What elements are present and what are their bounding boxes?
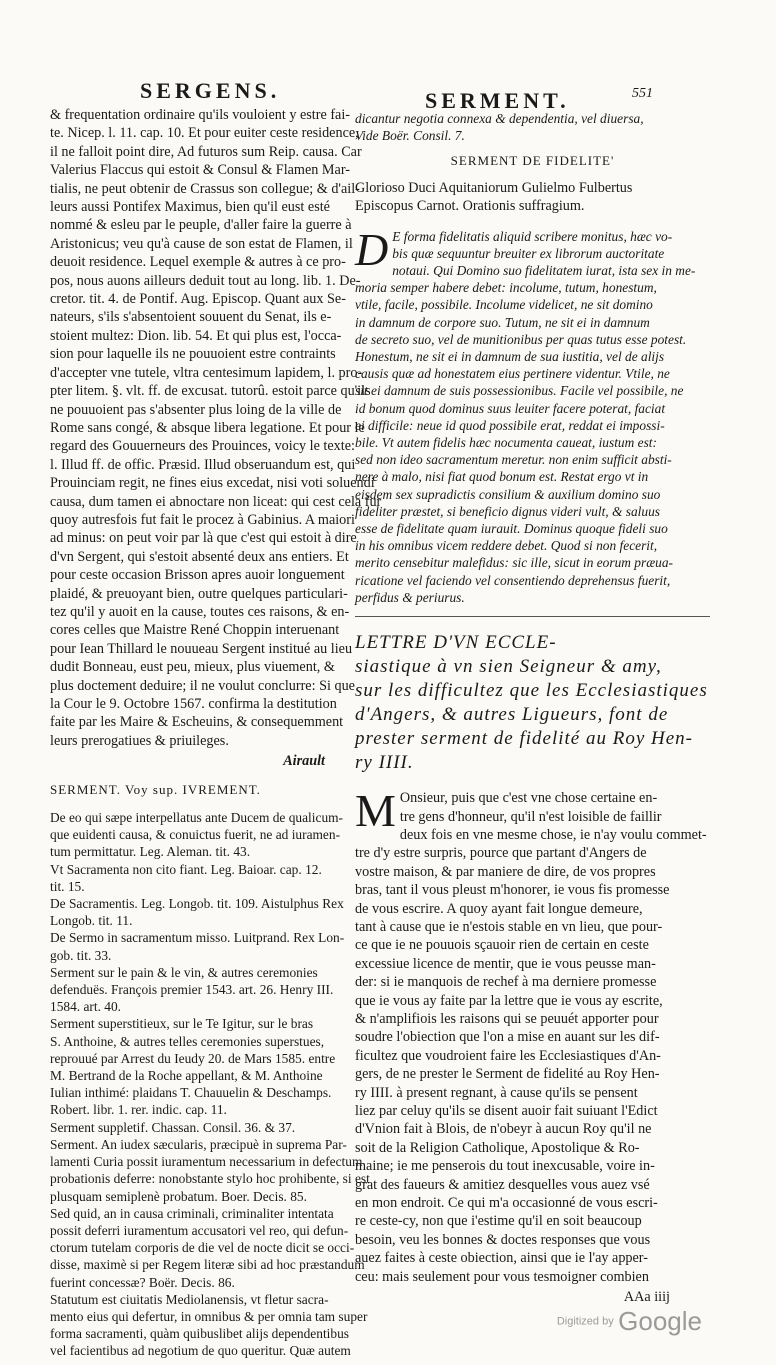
right-column bbox=[355, 110, 710, 1306]
text-line: stoient multez: Dion. lib. 54. Et qui plus est, l'occa- bbox=[50, 327, 342, 344]
section-heading-serment: SERMENT. Voy sup. IVREMENT. bbox=[50, 781, 261, 797]
text-line: plus doctement deduire; il ne voulut conclurre: Si que bbox=[50, 677, 355, 694]
text-line: la Cour le 9. Octobre 1567. confirma la destitution bbox=[50, 696, 337, 712]
letter-line: vostre maison, & par maniere de dire, de vos propres bbox=[355, 863, 656, 880]
left-running-head: SERGENS. bbox=[140, 78, 281, 103]
latin-line: notaui. Qui Domino suo fidelitatem iurat, ista sex in me- bbox=[392, 263, 696, 279]
title-line: ry IIII. bbox=[355, 752, 414, 774]
citation-line: Serment suppletif. Chassan. Consil. 36. & 37. bbox=[50, 1119, 296, 1135]
text-line: d'vn Sergent, qui s'estoit absenté deux ans entiers. Et bbox=[50, 548, 349, 565]
latin-line: merito censebitur malefidus: sic ille, sicut in eorum præua- bbox=[355, 555, 673, 571]
letter-line: ceu: mais seulement pour vous tesmoigner combien bbox=[355, 1268, 649, 1285]
citation-line: De Sacramentis. Leg. Longob. tit. 109. Aistulphus Rex bbox=[50, 896, 344, 912]
text-line: quoy autresfois fut fait le procez à Gabinius. A maiori bbox=[50, 511, 355, 528]
latin-line: esse de fidelitate quam iurauit. Dominus quoque fideli suo bbox=[355, 521, 668, 537]
letter-line: Onsieur, puis que c'est vne chose certaine en- bbox=[399, 790, 658, 807]
left-column bbox=[50, 106, 382, 1360]
catchword: AAa iiij bbox=[623, 1289, 670, 1306]
latin-line: id bonum quod dominus suus leuiter facere poterat, faciat bbox=[355, 400, 666, 416]
citation-line: De Sermo in sacramentum misso. Luitprand. Rex Lon- bbox=[50, 930, 345, 946]
citation-line: tit. 15. bbox=[50, 878, 85, 894]
text-line: faite par les Maire & Escheuins, & consequemment bbox=[50, 714, 344, 731]
text-line: ad minus: on peut voir par là que c'est qui estoit à dire bbox=[50, 530, 357, 547]
left-text-block bbox=[50, 106, 382, 750]
text-line: nommé & esleu par le peuple, d'aller faire la guerre à bbox=[50, 217, 352, 234]
latin-line: moria semper habere debet: incolume, tutum, honestum, bbox=[355, 280, 657, 296]
letter-line: deux fois en vne mesme chose, ie n'ay voulu commet- bbox=[399, 826, 707, 843]
latin-line: in damnum de corpore suo. Tutum, ne sit ei in damnum bbox=[355, 314, 650, 330]
text-line: sion pour laquelle ils ne pouuoient estre contraints bbox=[50, 346, 336, 363]
signature-airault: Airault bbox=[283, 753, 325, 770]
salutation-line: Episcopus Carnot. Orationis suffragium. bbox=[355, 198, 585, 215]
latin-line: ei difficile: neue id quod possibile erat, reddat ei impossi- bbox=[355, 417, 665, 433]
latin-line: de secreto suo, vel de munitionibus per quas tutus esse potest. bbox=[355, 331, 687, 347]
citation-line: De eo qui sæpe interpellatus ante Ducem de qualicum- bbox=[50, 810, 344, 826]
latin-line: Honestum, ne sit ei in damnum de sua iustitia, vel de alijs bbox=[355, 349, 665, 365]
letter-line: d'Vnion fait à Blois, de n'obeyr à aucun Roy qu'il ne bbox=[355, 1121, 652, 1138]
text-line: pos, nous auons ailleurs deduit tout au long. lib. 1. De- bbox=[50, 272, 361, 289]
letter-title bbox=[355, 631, 710, 775]
text-line: plaidé, & preuoyant bien, outre quelques particulari- bbox=[50, 585, 348, 602]
text-line: cores celles que Maistre René Choppin interuenant bbox=[50, 622, 340, 639]
watermark-prefix: Digitized by bbox=[556, 1315, 614, 1328]
divider-rule bbox=[355, 616, 710, 617]
salutation bbox=[355, 179, 710, 216]
latin-line: vtile, facile, possibile. Incolume videlicet, ne sit domino bbox=[355, 297, 653, 313]
latin-line: fideliter præstet, si beneficio dignus videri vult, & saluus bbox=[355, 503, 660, 519]
text-line: deuoit residence. Lequel exemple & autres à ce pro- bbox=[50, 254, 346, 271]
text-line: tialis, ne peut obtenir de Crassus son collegue; & d'ail- bbox=[50, 180, 360, 197]
text-line: Prouinciam regit, ne fines eius excedat, nisi voti soluendi bbox=[50, 475, 375, 492]
citation-line: Statutum est ciuitatis Mediolanensis, vt fletur sacra- bbox=[50, 1291, 329, 1307]
letter-line: grat des faueurs & amitiez desquelles vous auez vsé bbox=[355, 1176, 650, 1193]
text-line: dudit Bonneau, eust peu, mieux, plus viuement, & bbox=[50, 659, 335, 676]
citation-line: reprouué par Arrest du Ieudy 20. de Mars 1585. entre bbox=[50, 1050, 336, 1066]
letter-line: gers, de ne prester le Serment de fidelité au Roy Hen- bbox=[355, 1066, 660, 1083]
salutation-line: Glorioso Duci Aquitaniorum Gulielmo Fulbertus bbox=[355, 179, 633, 196]
citation-line: fuerint concessæ? Boër. Decis. 86. bbox=[50, 1274, 235, 1290]
left-citation-block bbox=[50, 809, 370, 1360]
latin-line: causis quæ ad honestatem eius pertinere videntur. Vtile, ne bbox=[355, 366, 670, 382]
latin-line: sit ei damnum de suis possessionibus. Facile vel possibile, ne bbox=[355, 383, 684, 399]
letter-line: en mon endroit. Ce qui m'a occasionné de vous escri- bbox=[355, 1195, 658, 1212]
text-line: il ne falloit point dire, Ad futuros sum Reip. causa. Car bbox=[50, 143, 362, 160]
letter-line: tre gens d'honneur, qu'il n'est loisible de faillir bbox=[399, 808, 662, 825]
title-line: LETTRE D'VN ECCLE- bbox=[355, 632, 557, 654]
text-line: Valerius Flaccus qui estoit & Consul & Flamen Mar- bbox=[50, 162, 350, 179]
letter-line: de vous escrire. A quoy ayant fait longue demeure, bbox=[355, 900, 643, 917]
latin-line: bile. Vt autem fidelis hæc nocumenta caueat, iustum est: bbox=[355, 435, 657, 451]
latin-line: nere à malo, nisi fiat quod bonum est. Restat ergo vt in bbox=[355, 469, 649, 485]
citation-line: M. Bertrand de la Roche appellant, & M. Anthoine bbox=[50, 1068, 323, 1084]
citation-line: defenduës. François premier 1543. art. 26. Henry III. bbox=[50, 982, 334, 998]
title-line: d'Angers, & autres Ligueurs, font de bbox=[355, 704, 669, 726]
citation-line: possit deferri iuramentum accusatori vel reo, qui defun- bbox=[50, 1222, 349, 1238]
dropcap-m: M bbox=[355, 785, 396, 837]
citation-line: vel facientibus ad negotium de quo queritur. Quæ autem bbox=[50, 1343, 351, 1359]
letter-body bbox=[355, 785, 710, 1286]
text-line: cretor. tit. 4. de Pontif. Aug. Episcop. Quant aux Se- bbox=[50, 291, 346, 308]
text-line: & frequentation ordinaire qu'ils vouloient y estre fai- bbox=[50, 107, 351, 123]
text-line: pour ceste occasion Brisson apres auoir longuement bbox=[50, 567, 345, 584]
citation-line: Longob. tit. 11. bbox=[50, 913, 133, 929]
citation-line: Serment sur le pain & le vin, & autres ceremonies bbox=[50, 964, 318, 980]
letter-line: tant à cause que ie n'estois stable en vn lieu, que pour- bbox=[355, 918, 663, 935]
letter-line: re ceste-cy, non que i'estime qu'il en soit beaucoup bbox=[355, 1213, 642, 1230]
citation-line: 1584. art. 40. bbox=[50, 999, 122, 1015]
latin-line: E forma fidelitatis aliquid scribere monitus, hæc vo- bbox=[392, 228, 673, 244]
title-line: sur les difficultez que les Ecclesiastiques bbox=[355, 680, 708, 702]
text-line: te. Nicep. l. 11. cap. 10. Et pour euiter ceste residence, bbox=[50, 125, 359, 142]
citation-line: forma sacramenti, quàm quibuslibet alijs dependentibus bbox=[50, 1326, 349, 1342]
section-heading-fidelite: SERMENT DE FIDELITE' bbox=[450, 153, 615, 169]
letter-line: bras, tant il vous pleust m'honorer, ie vous fis promesse bbox=[355, 882, 670, 899]
citation-line: gob. tit. 33. bbox=[50, 947, 112, 963]
page-number: 551 bbox=[632, 86, 653, 101]
google-watermark bbox=[557, 1306, 702, 1337]
letter-line: soudre l'obiection que l'on a mise en auant sur les dif- bbox=[355, 1029, 660, 1046]
latin-passage bbox=[355, 223, 710, 606]
letter-line: ce que ie ne pouuois sçauoir rien de certain en ceste bbox=[355, 937, 649, 954]
text-line: l. Illud ff. de offic. Præsid. Illud obseruandum est, qui bbox=[50, 456, 356, 473]
title-line: prester serment de fidelité au Roy Hen- bbox=[355, 728, 693, 750]
citation-line: mento eius qui defertur, in omnibus & per omnia tam super bbox=[50, 1308, 368, 1324]
text-line: causa, dum tamen ei abnoctare non liceat: qui cest cela fur bbox=[50, 493, 382, 510]
title-line: siastique à vn sien Seigneur & amy, bbox=[355, 656, 662, 678]
letter-line: besoin, veu les bonnes & doctes responses que vous bbox=[355, 1231, 651, 1248]
citation-line: disse, maximè si per Regem literæ sibi ad hoc præstandum bbox=[50, 1257, 365, 1273]
text-line: regard des Gouuerneurs des Prouinces, voicy le texte: bbox=[50, 438, 355, 455]
text-line: dicantur negotia connexa & dependentia, vel diuersa, bbox=[355, 111, 644, 126]
latin-line: eisdem sex supradictis consilium & auxilium domino suo bbox=[355, 486, 661, 502]
text-line: pour Iean Thillard le nouueau Sergent institué au lieu bbox=[50, 640, 353, 657]
text-line: Rome sans congé, & absque libera legatione. Et pour le bbox=[50, 419, 365, 436]
latin-line: in his omnibus vicem reddere debet. Quod si non fecerit, bbox=[355, 538, 658, 554]
right-continuation bbox=[355, 110, 710, 144]
text-line: d'accepter vne tutele, vltra centesimum lapidem, l. pro- bbox=[50, 364, 363, 381]
citation-line: tum permittatur. Leg. Aleman. tit. 43. bbox=[50, 844, 251, 860]
latin-line: ricatione vel faciendo vel consentiendo deprehensus fuerit, bbox=[355, 572, 671, 588]
citation-line: S. Anthoine, & autres telles ceremonies superstues, bbox=[50, 1033, 325, 1049]
text-line: Vide Boër. Consil. 7. bbox=[355, 128, 465, 144]
letter-line: ry IIII. à present regnant, à cause qu'ils se pensent bbox=[355, 1084, 638, 1101]
latin-line: sed non ideo sacramentum meretur. non enim sufficit absti- bbox=[355, 452, 672, 468]
letter-line: ficultez que voudroient faire les Ecclesiastiques d'An- bbox=[355, 1047, 661, 1064]
text-line: pter litem. §. vlt. ff. de excusat. tutorû. estoit parce qu'ils bbox=[50, 383, 371, 400]
citation-line: Iulian inthimé: plaidans T. Chauuelin & Deschamps. bbox=[50, 1085, 332, 1101]
citation-line: ctorum tutelam corporis de die vel de nocte dicit se occi- bbox=[50, 1240, 355, 1256]
dropcap-d: D bbox=[355, 223, 389, 275]
citation-line: que euidenti causa, & conuictus fuerit, ne ad iuramen- bbox=[50, 827, 341, 843]
letter-line: liez par celuy qu'ils se disent auoir fait suiuant l'Edict bbox=[355, 1103, 658, 1119]
citation-line: Sed quid, an in causa criminali, criminaliter intentata bbox=[50, 1205, 334, 1221]
text-line: tez qu'il y auoit en la cause, toutes ces raisons, & en- bbox=[50, 603, 350, 620]
citation-line: Vt Sacramenta non cito fiant. Leg. Baioar. cap. 12. bbox=[50, 861, 322, 877]
letter-line: soit de la Religion Catholique, Apostolique & Ro- bbox=[355, 1139, 640, 1156]
right-running-head: SERMENT. bbox=[425, 88, 570, 113]
text-line: nateurs, s'ils s'absentoient souuent du Senat, ils e- bbox=[50, 309, 332, 326]
letter-line: excessiue licence de mentir, que ie vous peusse man- bbox=[355, 955, 656, 972]
citation-line: probationis deferre: nonobstante stylo hoc prohibente, si est bbox=[50, 1171, 370, 1187]
citation-line: plusquam semiplenè probatum. Boer. Decis. 85. bbox=[50, 1188, 307, 1204]
letter-line: auez faites à ceste obiection, ainsi que ie l'ay apper- bbox=[355, 1250, 648, 1267]
text-line: leurs aussi Pontifex Maximus, bien qu'il eust esté bbox=[50, 199, 330, 216]
citation-line: lamenti Curia possit iuramentum necessarium in defectum bbox=[50, 1154, 363, 1170]
letter-line: tre d'y estre surpris, pource que partant d'Angers de bbox=[355, 845, 647, 862]
latin-line: bis quæ sequuntur breuiter ex librorum auctoritate bbox=[392, 245, 665, 261]
latin-line: perfidus & periurus. bbox=[355, 589, 465, 605]
letter-line: der: si ie manquois de rechef à ma derniere promesse bbox=[355, 974, 657, 991]
citation-line: Serment. An iudex sæcularis, præcipuè in suprema Par- bbox=[50, 1136, 347, 1152]
letter-line: que ie vous ay faite par la lettre que ie vous ay escrite, bbox=[355, 992, 663, 1009]
letter-line: maine; ie me penserois du tout inexcusable, voire in- bbox=[355, 1158, 655, 1175]
google-logo: Google bbox=[618, 1306, 702, 1336]
text-line: ne pouuoient pas s'absenter plus loing de la ville de bbox=[50, 401, 342, 418]
citation-line: Robert. libr. 1. rer. indic. cap. 11. bbox=[50, 1102, 227, 1118]
text-line: leurs prerogatiues & priuileges. bbox=[50, 732, 229, 749]
letter-line: & n'amplifiois les raisons qui se peuuét apporter pour bbox=[355, 1010, 659, 1027]
text-line: Aristonicus; veu qu'à cause de son estat de Flamen, il bbox=[50, 235, 353, 252]
citation-line: Serment superstitieux, sur le Te Igitur, sur le bras bbox=[50, 1016, 314, 1032]
